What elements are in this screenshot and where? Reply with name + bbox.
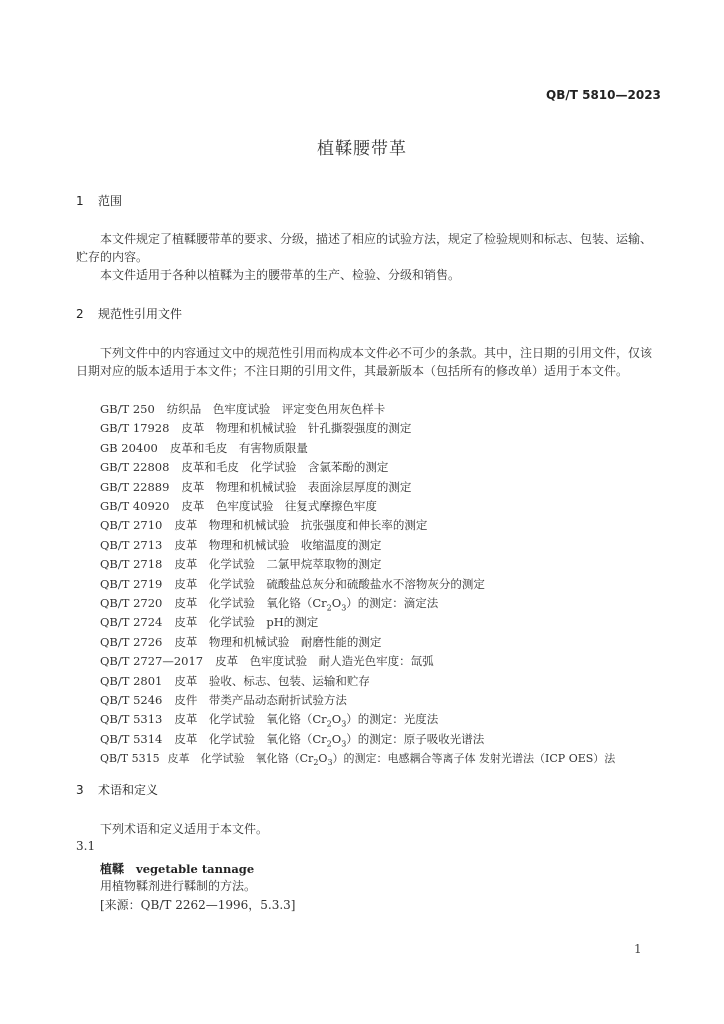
- reference-item: [100, 731, 484, 748]
- reference-item: [100, 692, 347, 708]
- reference-title-part: O: [331, 596, 342, 610]
- reference-title: 纺织品 色牢度试验 评定变色用灰色样卡: [166, 402, 386, 416]
- reference-item: [100, 750, 615, 767]
- reference-item: [100, 459, 388, 475]
- reference-title: 皮革 物理和机械试验 表面涂层厚度的测定: [181, 480, 412, 494]
- subscript-3: 3: [327, 758, 333, 768]
- reference-title: 皮革 物理和机械试验 针孔撕裂强度的测定: [181, 421, 412, 435]
- reference-title-part: ）的测定：光度法: [346, 712, 439, 726]
- reference-code: QB/T 2713: [100, 538, 163, 552]
- reference-code: GB 20400: [100, 441, 158, 455]
- subscript-2: 2: [326, 719, 332, 729]
- reference-item: [100, 711, 438, 728]
- reference-title: [174, 711, 438, 728]
- reference-item: [100, 401, 385, 417]
- reference-title: 皮革 物理和机械试验 耐磨性能的测定: [174, 635, 382, 649]
- reference-title: 皮革 物理和机械试验 抗张强度和伸长率的测定: [174, 518, 428, 532]
- reference-title: 皮革 物理和机械试验 收缩温度的测定: [174, 538, 382, 552]
- subscript-2: 2: [326, 739, 332, 749]
- reference-title-part: ）的测定：原子吸收光谱法: [346, 732, 485, 746]
- document-title: 植鞣腰带革: [317, 139, 407, 159]
- section-2-number: 2: [76, 307, 84, 321]
- reference-title-part: ）的测定：滴定法: [346, 596, 439, 610]
- reference-code: QB/T 5313: [100, 712, 163, 726]
- term-definition: 用植物鞣剂进行鞣制的方法。: [100, 879, 257, 893]
- reference-title-part: 皮革 化学试验 氧化铬（Cr: [174, 732, 327, 746]
- reference-item: [100, 517, 427, 533]
- reference-item: [100, 479, 411, 495]
- reference-code: GB/T 22889: [100, 480, 170, 494]
- reference-title-part: 皮革 化学试验 氧化铬（Cr: [174, 596, 327, 610]
- section-2-title: 规范性引用文件: [98, 307, 183, 321]
- reference-title: 皮革 化学试验 硫酸盐总灰分和硫酸盐水不溶物灰分的测定: [174, 577, 485, 591]
- reference-code: QB/T 2727—2017: [100, 654, 204, 668]
- reference-code: QB/T 5314: [100, 732, 163, 746]
- section-3-title: 术语和定义: [98, 783, 159, 797]
- reference-title: 皮件 带类产品动态耐折试验方法: [174, 693, 347, 707]
- scope-paragraph-1: 本文件规定了植鞣腰带革的要求、分级，描述了相应的试验方法，规定了检验规则和标志、包装、运输、贮存的内容。: [76, 232, 653, 264]
- reference-title: 皮革和毛皮 有害物质限量: [169, 441, 308, 455]
- reference-title: [168, 750, 616, 767]
- reference-title-part: O: [331, 712, 342, 726]
- reference-title: [174, 595, 438, 612]
- reference-code: QB/T 2718: [100, 557, 163, 571]
- reference-item: [100, 556, 381, 572]
- section-1-heading: [76, 192, 122, 209]
- term-source: [来源：QB/T 2262—1996，5.3.3]: [100, 898, 296, 912]
- term-number: 3.1: [76, 839, 96, 853]
- subscript-3: 3: [341, 739, 347, 749]
- section-1-number: 1: [76, 194, 84, 208]
- reference-title: 皮革 色牢度试验 往复式摩擦色牢度: [181, 499, 377, 513]
- reference-title: 皮革 色牢度试验 耐人造光色牢度：氙弧: [215, 654, 434, 668]
- reference-title: 皮革 验收、标志、包装、运输和贮存: [174, 674, 370, 688]
- section-1-title: 范围: [98, 194, 123, 208]
- reference-title: 皮革和毛皮 化学试验 含氯苯酚的测定: [181, 460, 389, 474]
- term-chinese: 植鞣: [100, 862, 125, 876]
- reference-title-part: ）的测定：电感耦合等离子体 发射光谱法（ICP OES）法: [332, 752, 616, 765]
- reference-code: GB/T 17928: [100, 421, 170, 435]
- reference-item: [100, 595, 438, 612]
- reference-item: [100, 634, 381, 650]
- reference-title: [174, 731, 484, 748]
- reference-code: GB/T 250: [100, 402, 155, 416]
- reference-title: 皮革 化学试验 二氯甲烷萃取物的测定: [174, 557, 382, 571]
- section-3-heading: [76, 781, 158, 798]
- reference-item: [100, 537, 381, 553]
- reference-item: [100, 673, 370, 689]
- reference-code: GB/T 22808: [100, 460, 170, 474]
- section-3-number: 3: [76, 783, 84, 797]
- reference-item: [100, 614, 318, 630]
- reference-title: 皮革 化学试验 pH的测定: [174, 615, 319, 629]
- subscript-3: 3: [341, 603, 347, 613]
- reference-code: GB/T 40920: [100, 499, 170, 513]
- reference-title-part: O: [331, 732, 342, 746]
- reference-code: QB/T 2724: [100, 615, 163, 629]
- reference-item: [100, 440, 308, 456]
- reference-item: [100, 420, 411, 436]
- standard-number: QB/T 5810—2023: [546, 88, 661, 102]
- reference-code: QB/T 2726: [100, 635, 163, 649]
- reference-code: QB/T 5315: [100, 752, 160, 765]
- subscript-2: 2: [313, 758, 319, 768]
- scope-paragraph-2: 本文件适用于各种以植鞣为主的腰带革的生产、检验、分级和销售。: [100, 268, 461, 282]
- reference-code: QB/T 2719: [100, 577, 163, 591]
- reference-item: [100, 653, 434, 669]
- term-english: vegetable tannage: [136, 862, 255, 876]
- reference-code: QB/T 2720: [100, 596, 163, 610]
- reference-title-part: 皮革 化学试验 氧化铬（Cr: [174, 712, 327, 726]
- reference-title-part: O: [318, 752, 328, 765]
- terms-intro: 下列术语和定义适用于本文件。: [100, 822, 269, 836]
- section-2-heading: [76, 305, 182, 322]
- subscript-3: 3: [341, 719, 347, 729]
- term-entry: [100, 858, 254, 877]
- references-intro: 下列文件中的内容通过文中的规范性引用而构成本文件必不可少的条款。其中，注日期的引用文件，仅该日期对应的版本适用于本文件；不注日期的引用文件，其最新版本（包括所有的修改单）适用于本文件。: [76, 346, 653, 378]
- reference-item: [100, 498, 377, 514]
- reference-code: QB/T 5246: [100, 693, 163, 707]
- reference-title-part: 皮革 化学试验 氧化铬（Cr: [167, 752, 314, 765]
- subscript-2: 2: [326, 603, 332, 613]
- reference-item: [100, 576, 485, 592]
- reference-code: QB/T 2710: [100, 518, 163, 532]
- page-number: 1: [634, 942, 642, 956]
- reference-code: QB/T 2801: [100, 674, 163, 688]
